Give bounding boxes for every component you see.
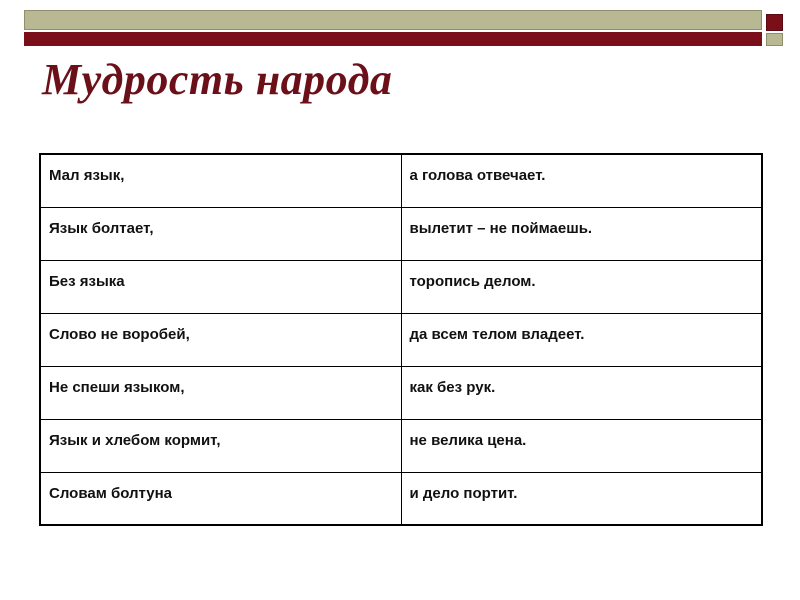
proverb-end-text: да всем телом владеет. [409,325,585,343]
proverb-start-text: Без языка [49,272,125,290]
proverb-start-cell [40,154,401,207]
proverb-start-cell [40,313,401,366]
proverb-start-cell [40,472,401,525]
proverb-end-text: как без рук. [409,378,496,396]
table-row [40,154,762,207]
table-row [40,207,762,260]
proverb-start-text: Язык болтает, [49,219,154,237]
proverb-end-cell [401,207,762,260]
proverb-end-text: не велика цена. [409,431,527,449]
proverb-start-cell [40,419,401,472]
proverb-end-text: вылетит – не поймаешь. [409,219,593,237]
proverb-end-cell [401,154,762,207]
table-row [40,260,762,313]
proverb-start-text: Не спеши языком, [49,378,185,396]
slide-title: Мудрость народа [42,55,393,104]
proverb-end-cell [401,260,762,313]
proverb-start-cell [40,366,401,419]
proverb-start-text: Словам болтуна [49,484,173,502]
proverb-end-cell [401,472,762,525]
table-row [40,366,762,419]
proverb-end-cell [401,366,762,419]
header-band-olive [24,10,762,30]
header-band-maroon [24,32,762,46]
corner-square-red [766,14,783,31]
proverb-end-cell [401,313,762,366]
proverb-start-text: Язык и хлебом кормит, [49,431,221,449]
table-row [40,472,762,525]
proverb-end-cell [401,419,762,472]
proverb-start-text: Мал язык, [49,167,125,184]
proverb-start-cell [40,207,401,260]
corner-square-olive [766,33,783,46]
proverb-start-cell [40,260,401,313]
proverb-end-text: торопись делом. [409,272,536,290]
table-row [40,313,762,366]
proverb-start-text: Слово не воробей, [49,325,190,343]
proverb-end-text: и дело портит. [409,484,518,502]
table-row [40,419,762,472]
proverb-end-text: а голова отвечает. [409,167,546,184]
proverbs-table [39,153,763,526]
